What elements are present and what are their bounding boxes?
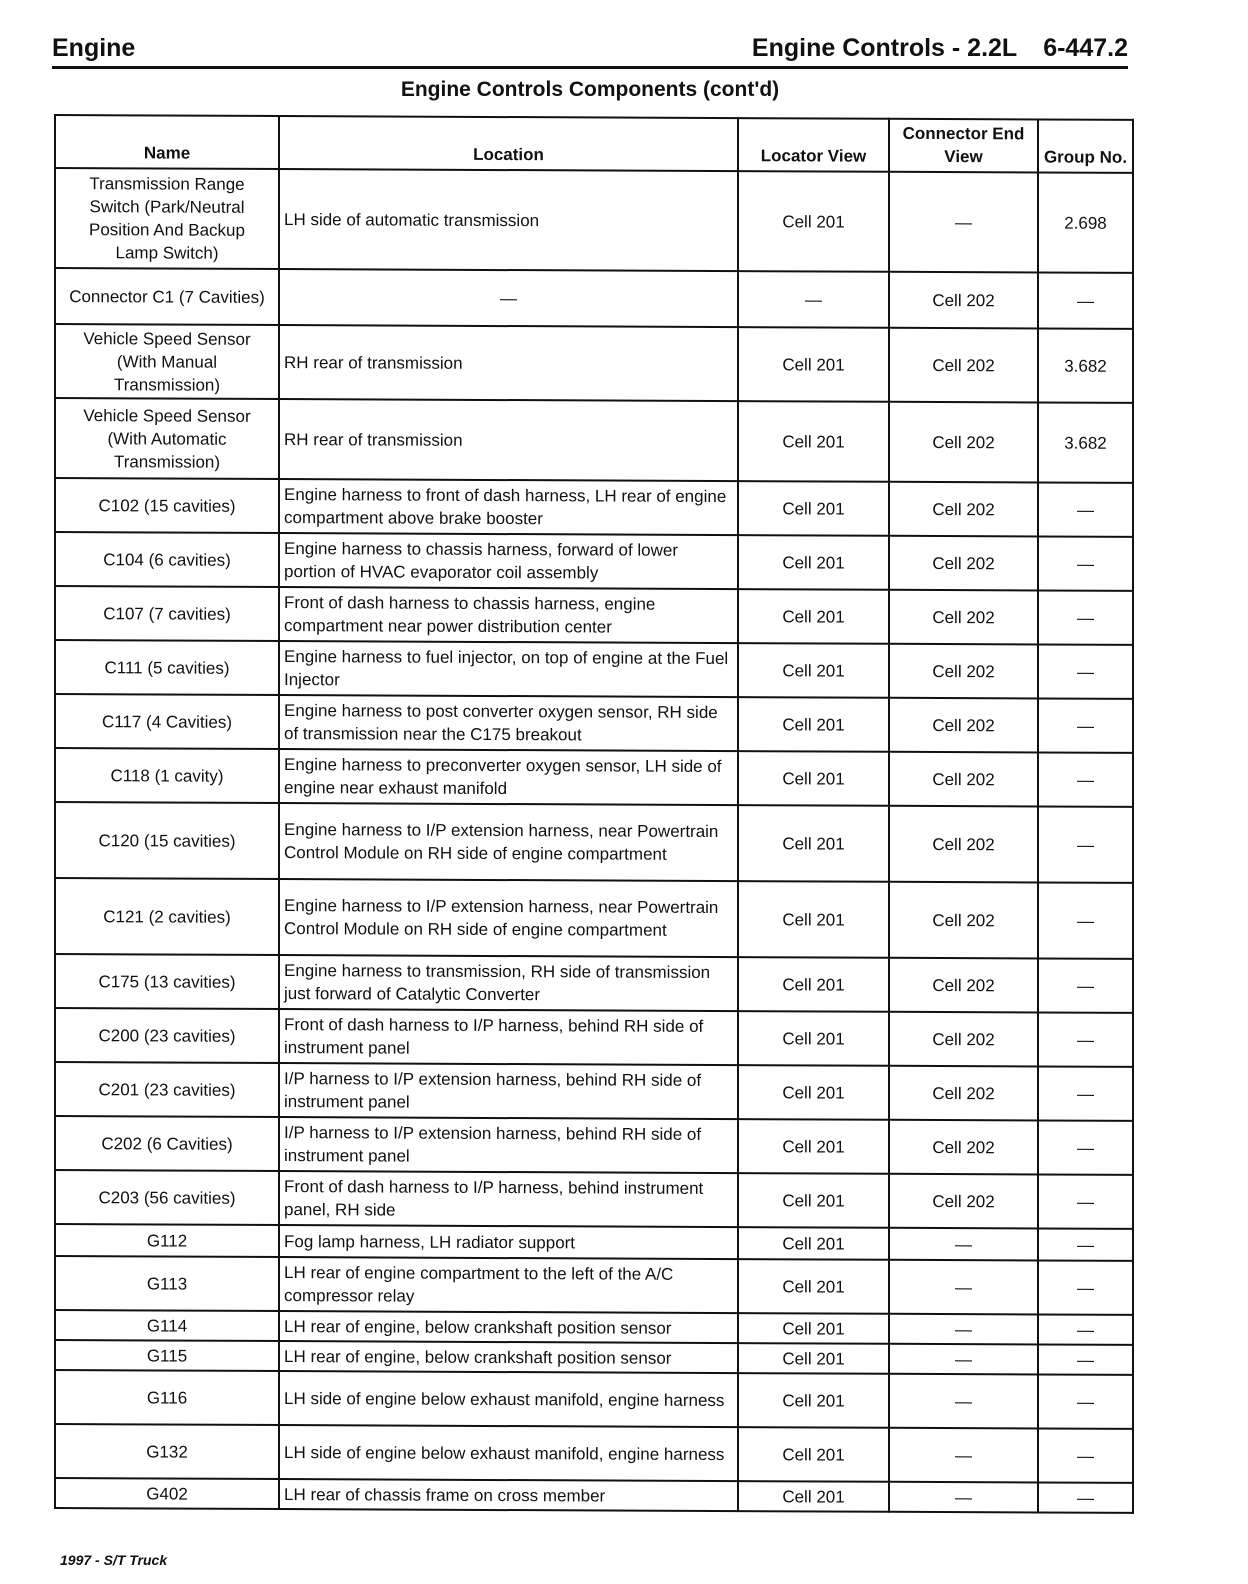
cell-group: — (1038, 272, 1133, 328)
cell-group: — (1038, 1314, 1133, 1344)
column-header-group-no: Group No. (1038, 119, 1133, 172)
cell-name: G132 (55, 1424, 279, 1479)
cell-location: RH rear of transmission (279, 325, 738, 401)
table-row (55, 802, 1133, 883)
cell-connector: Cell 202 (889, 1012, 1038, 1067)
cell-group: — (1038, 1374, 1133, 1428)
cell-connector: — (889, 1482, 1038, 1513)
cell-connector: Cell 202 (889, 1120, 1038, 1175)
cell-group: — (1038, 958, 1133, 1012)
cell-group: — (1038, 1012, 1133, 1066)
cell-group: — (1038, 1482, 1133, 1512)
cell-group: — (1038, 482, 1133, 536)
cell-location: Engine harness to fuel injector, on top of engine at the Fuel Injector (279, 641, 738, 697)
column-header-name: Name (55, 115, 279, 169)
cell-name: G402 (55, 1478, 279, 1509)
cell-group: — (1038, 1344, 1133, 1374)
cell-locator: Cell 201 (738, 1427, 889, 1482)
cell-name: G114 (55, 1310, 279, 1341)
cell-connector: Cell 202 (889, 272, 1038, 329)
table-row (55, 694, 1133, 753)
cell-connector: — (889, 1228, 1038, 1261)
column-header-connector-end-view: Connector End View (889, 119, 1038, 173)
chapter-heading (752, 34, 1128, 63)
table-row (55, 1170, 1133, 1229)
cell-name: C175 (13 cavities) (55, 954, 279, 1009)
cell-location: Engine harness to preconverter oxygen sensor, LH side of engine near exhaust manifold (279, 749, 738, 805)
cell-connector: Cell 202 (889, 402, 1038, 483)
cell-group: 3.682 (1038, 328, 1133, 402)
cell-location: I/P harness to I/P extension harness, behind RH side of instrument panel (279, 1063, 738, 1119)
cell-group: — (1038, 590, 1133, 644)
table-row (55, 1008, 1133, 1067)
table-row (55, 1478, 1133, 1513)
cell-connector: Cell 202 (889, 536, 1038, 591)
cell-locator: Cell 201 (738, 1119, 889, 1174)
cell-group: — (1038, 644, 1133, 698)
cell-connector: Cell 202 (889, 1066, 1038, 1121)
cell-locator: Cell 201 (738, 1481, 889, 1512)
cell-locator: Cell 201 (738, 401, 889, 482)
cell-location: LH rear of chassis frame on cross member (279, 1479, 738, 1511)
cell-connector: Cell 202 (889, 698, 1038, 753)
cell-locator: — (738, 271, 889, 328)
cell-location: LH side of automatic transmission (279, 169, 738, 271)
cell-name: G115 (55, 1340, 279, 1371)
cell-name: C201 (23 cavities) (55, 1062, 279, 1117)
cell-name: C202 (6 Cavities) (55, 1116, 279, 1171)
chapter-title: Engine Controls - 2.2L (751, 34, 1018, 62)
cell-location: LH rear of engine, below crankshaft position sensor (279, 1311, 738, 1343)
cell-group: — (1038, 1120, 1133, 1174)
cell-group: — (1038, 882, 1133, 958)
cell-connector: Cell 202 (889, 752, 1038, 807)
cell-locator: Cell 201 (738, 1259, 889, 1314)
cell-group: — (1038, 1228, 1133, 1260)
cell-name: C120 (15 cavities) (55, 802, 279, 879)
page-number: 6-447.2 (1043, 34, 1128, 62)
cell-location: Front of dash harness to chassis harness, engine compartment near power distribution center (279, 587, 738, 643)
table-row (55, 1256, 1133, 1315)
cell-connector: Cell 202 (889, 806, 1038, 883)
column-header-location: Location (279, 116, 738, 171)
cell-locator: Cell 201 (738, 1313, 889, 1344)
cell-connector: — (889, 1260, 1038, 1315)
table-row (55, 324, 1133, 403)
cell-group: 2.698 (1038, 172, 1133, 272)
cell-locator: Cell 201 (738, 1011, 889, 1066)
cell-group: — (1038, 698, 1133, 752)
cell-name: C117 (4 Cavities) (55, 694, 279, 749)
cell-locator: Cell 201 (738, 697, 889, 752)
column-header-locator-view: Locator View (738, 118, 889, 172)
page-footer: 1997 - S/T Truck (60, 1552, 168, 1568)
components-table (54, 114, 1134, 1514)
cell-group: — (1038, 536, 1133, 590)
cell-locator: Cell 201 (738, 957, 889, 1012)
cell-group: — (1038, 1174, 1133, 1228)
cell-locator: Cell 201 (738, 1343, 889, 1374)
cell-name: G112 (55, 1224, 279, 1257)
cell-connector: Cell 202 (889, 482, 1038, 537)
table-row (55, 586, 1133, 645)
cell-locator: Cell 201 (738, 643, 889, 698)
page-header (52, 30, 1128, 69)
table-row (55, 1310, 1133, 1345)
cell-location: Engine harness to front of dash harness, LH rear of engine compartment above brake booster (279, 479, 738, 535)
table-row (55, 1062, 1133, 1121)
cell-location: Front of dash harness to I/P harness, behind instrument panel, RH side (279, 1171, 738, 1227)
cell-locator: Cell 201 (738, 881, 889, 958)
cell-location: — (279, 269, 738, 327)
table-row (55, 640, 1133, 699)
section-title: Engine (52, 34, 136, 62)
cell-name: C200 (23 cavities) (55, 1008, 279, 1063)
cell-locator: Cell 201 (738, 589, 889, 644)
table-row (55, 954, 1133, 1013)
table-row (55, 878, 1133, 959)
cell-location: Engine harness to transmission, RH side of transmission just forward of Catalytic Converter (279, 955, 738, 1011)
cell-connector: Cell 202 (889, 590, 1038, 645)
table-row (55, 1424, 1133, 1483)
cell-connector: Cell 202 (889, 1174, 1038, 1229)
cell-name: C203 (56 cavities) (55, 1170, 279, 1225)
cell-locator: Cell 201 (738, 751, 889, 806)
cell-name: Transmission Range Switch (Park/Neutral Position And Backup Lamp Switch) (55, 168, 279, 269)
cell-locator: Cell 201 (738, 805, 889, 882)
cell-connector: Cell 202 (889, 328, 1038, 403)
cell-locator: Cell 201 (738, 327, 889, 402)
cell-name: G116 (55, 1370, 279, 1425)
cell-location: Engine harness to chassis harness, forward of lower portion of HVAC evaporator coil assembly (279, 533, 738, 589)
cell-name: Vehicle Speed Sensor (With Automatic Transmission) (55, 398, 279, 479)
cell-location: RH rear of transmission (279, 399, 738, 481)
cell-location: Engine harness to post converter oxygen sensor, RH side of transmission near the C175 breakout (279, 695, 738, 751)
cell-location: Front of dash harness to I/P harness, behind RH side of instrument panel (279, 1009, 738, 1065)
cell-locator: Cell 201 (738, 481, 889, 536)
cell-group: — (1038, 1260, 1133, 1314)
cell-location: LH side of engine below exhaust manifold, engine harness (279, 1425, 738, 1481)
table-header-row (55, 115, 1133, 173)
cell-group: — (1038, 752, 1133, 806)
cell-connector: — (889, 1374, 1038, 1429)
table-row (55, 478, 1133, 537)
cell-connector: — (889, 1428, 1038, 1483)
cell-group: 3.682 (1038, 402, 1133, 482)
cell-locator: Cell 201 (738, 1227, 889, 1260)
cell-locator: Cell 201 (738, 1373, 889, 1428)
table-title: Engine Controls Components (cont'd) (400, 78, 780, 101)
cell-connector: — (889, 172, 1038, 273)
cell-group: — (1038, 1428, 1133, 1482)
cell-location: Fog lamp harness, LH radiator support (279, 1225, 738, 1259)
cell-name: G113 (55, 1256, 279, 1311)
cell-group: — (1038, 806, 1133, 882)
cell-location: LH rear of engine compartment to the left of the A/C compressor relay (279, 1257, 738, 1313)
cell-connector: Cell 202 (889, 958, 1038, 1013)
table-row (55, 398, 1133, 483)
cell-name: C107 (7 cavities) (55, 586, 279, 641)
table-row (55, 1370, 1133, 1429)
cell-group: — (1038, 1066, 1133, 1120)
cell-name: C118 (1 cavity) (55, 748, 279, 803)
table-row (55, 1224, 1133, 1261)
table-row (55, 748, 1133, 807)
cell-connector: Cell 202 (889, 882, 1038, 959)
cell-locator: Cell 201 (738, 535, 889, 590)
table-row (55, 1116, 1133, 1175)
table-row (55, 532, 1133, 591)
cell-locator: Cell 201 (738, 1065, 889, 1120)
cell-name: Vehicle Speed Sensor (With Manual Transmission) (55, 324, 279, 399)
cell-locator: Cell 201 (738, 171, 889, 272)
table-row (55, 1340, 1133, 1375)
cell-connector: Cell 202 (889, 644, 1038, 699)
cell-location: I/P harness to I/P extension harness, behind RH side of instrument panel (279, 1117, 738, 1173)
cell-name: C111 (5 cavities) (55, 640, 279, 695)
cell-location: Engine harness to I/P extension harness, near Powertrain Control Module on RH side of engine compartment (279, 879, 738, 957)
cell-name: Connector C1 (7 Cavities) (55, 268, 279, 325)
cell-name: C104 (6 cavities) (55, 532, 279, 587)
table-body (55, 168, 1133, 1513)
table-row (55, 168, 1133, 273)
cell-connector: — (889, 1344, 1038, 1375)
cell-location: LH side of engine below exhaust manifold, engine harness (279, 1371, 738, 1427)
cell-location: LH rear of engine, below crankshaft position sensor (279, 1341, 738, 1373)
cell-locator: Cell 201 (738, 1173, 889, 1228)
cell-name: C102 (15 cavities) (55, 478, 279, 533)
cell-name: C121 (2 cavities) (55, 878, 279, 955)
cell-location: Engine harness to I/P extension harness, near Powertrain Control Module on RH side of engine compartment (279, 803, 738, 881)
table-row (55, 268, 1133, 329)
cell-connector: — (889, 1314, 1038, 1345)
